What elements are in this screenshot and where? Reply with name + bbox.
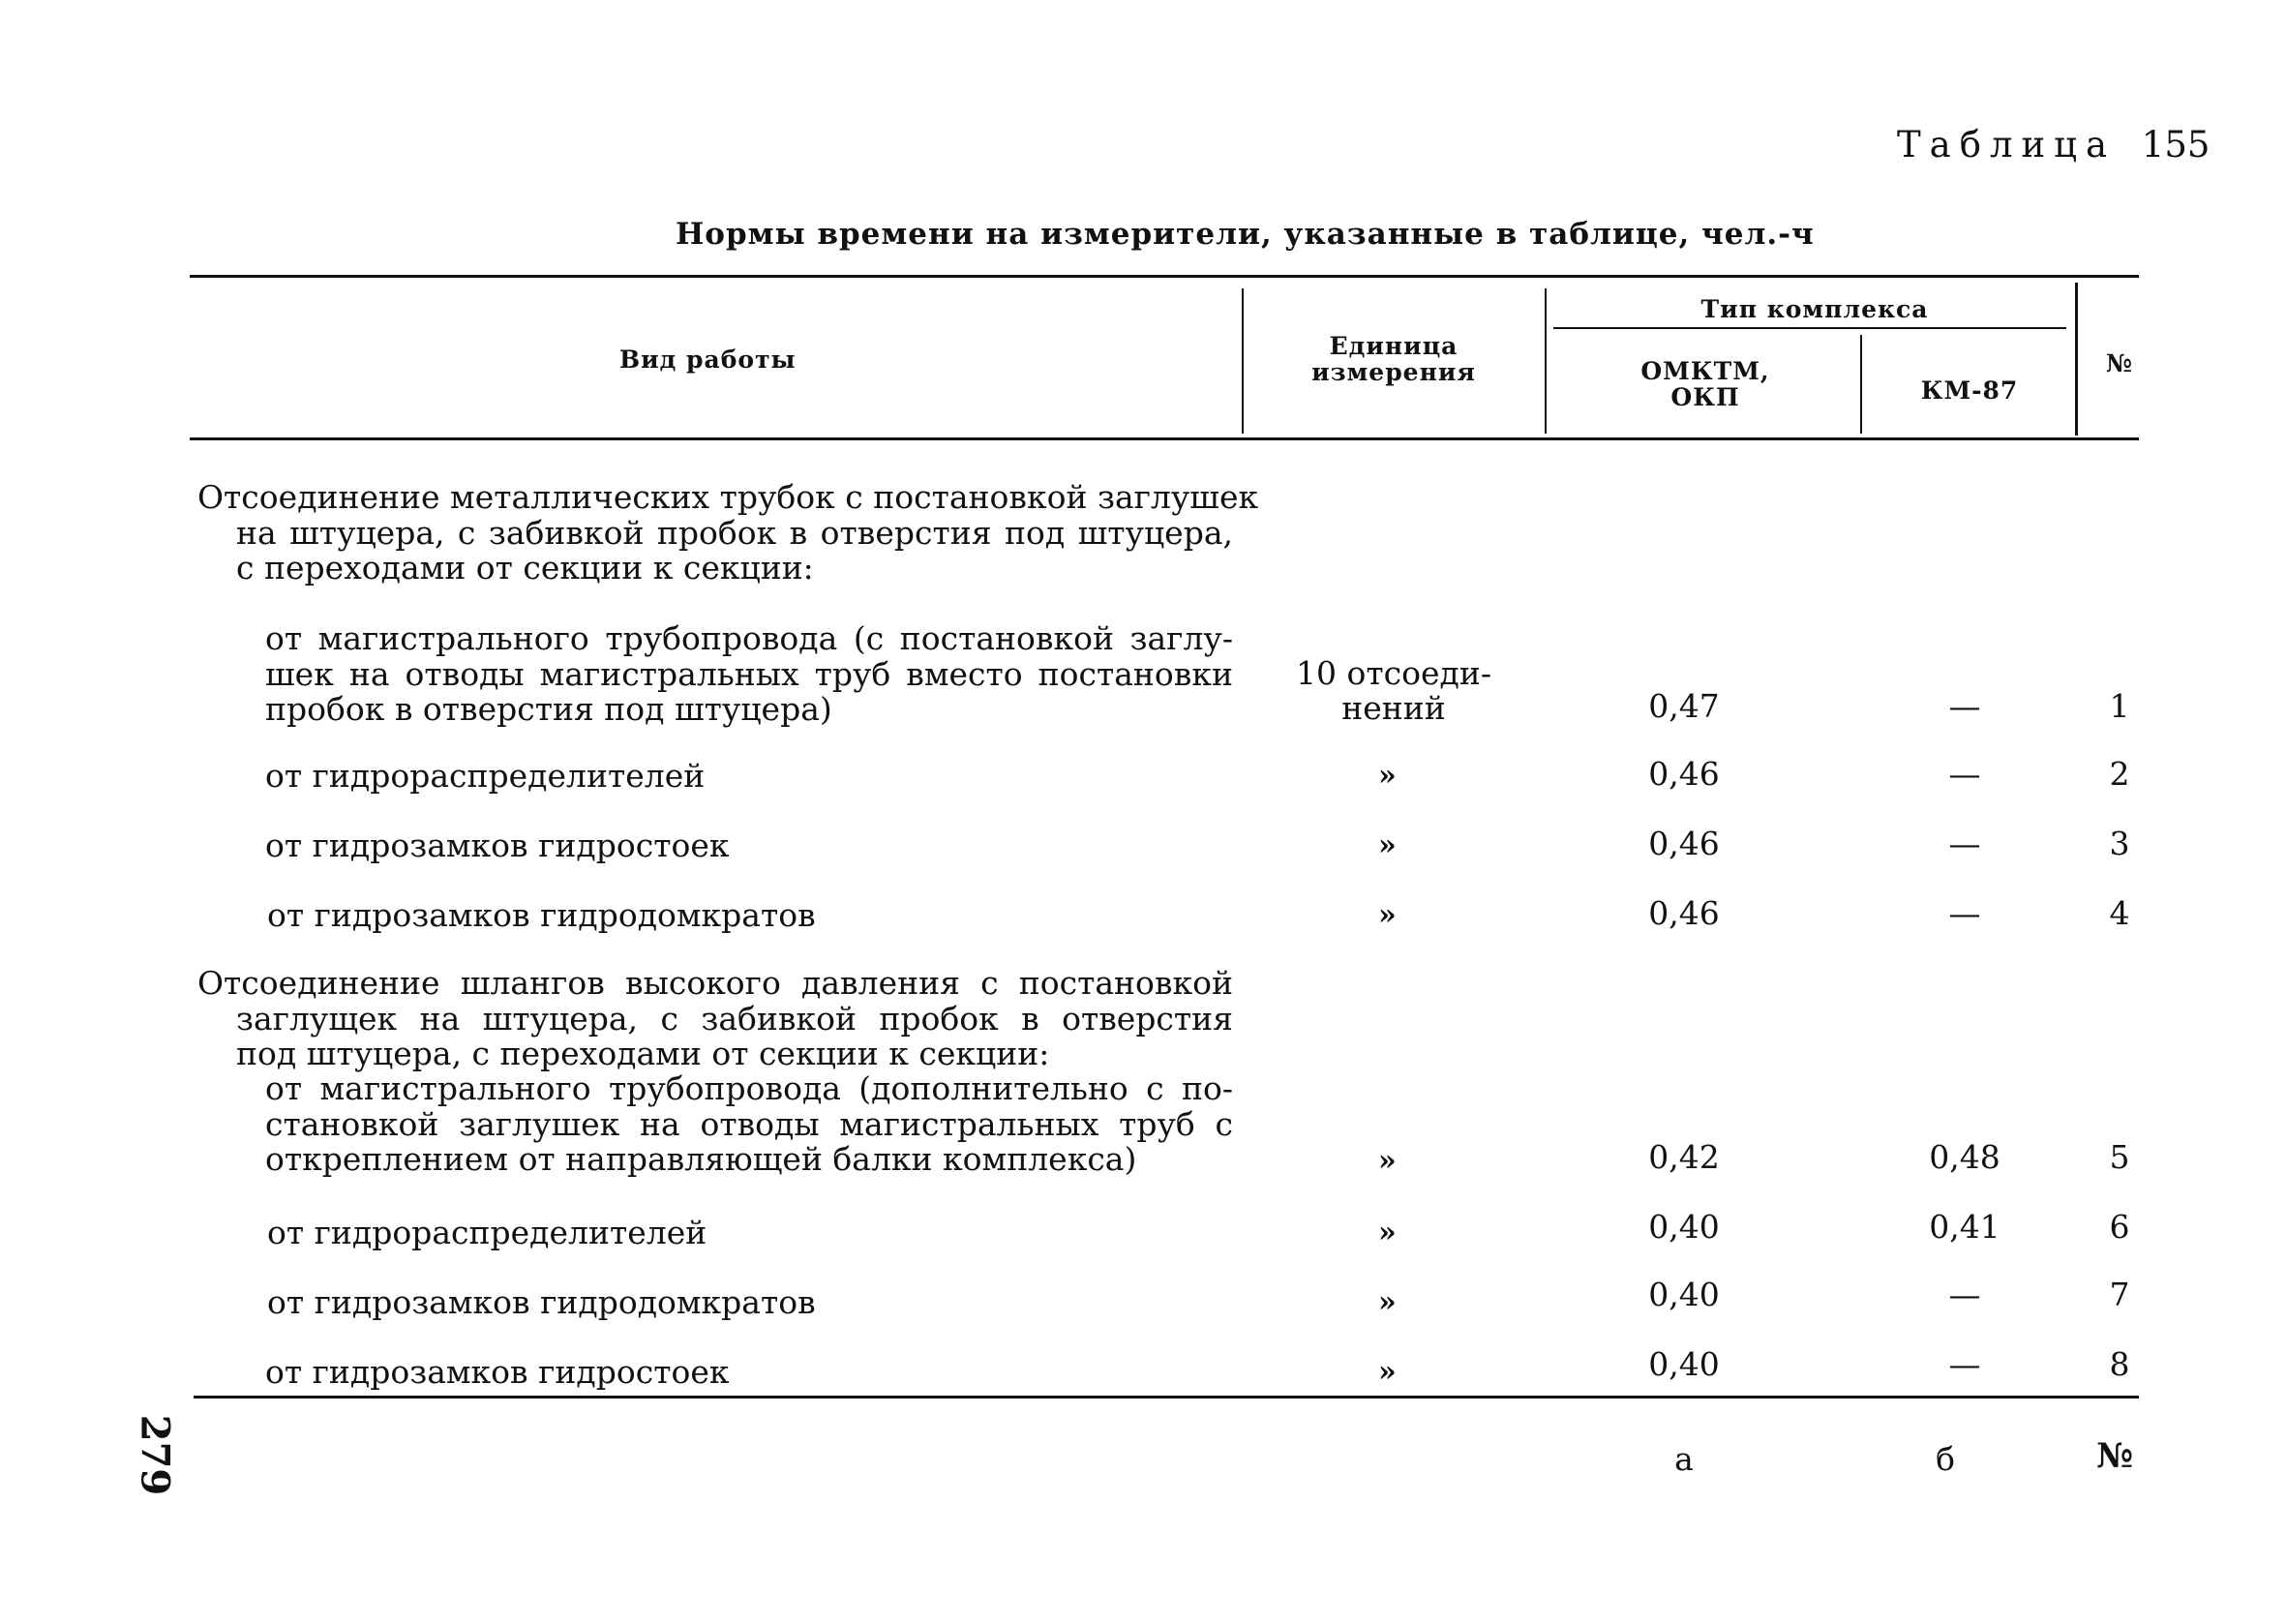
section2-item-1-line-3: откреплением от направляющей балки комплекса) [265,1140,1137,1178]
row5-col-b: 0,48 [1929,1138,2000,1176]
section2-line-2: заглущек на штуцера, с забивкой пробок в отверстия [236,999,1233,1038]
row8-text: от гидрозамков гидростоек [265,1353,730,1391]
table-number: 155 [2141,124,2211,165]
header-divider-2 [1545,288,1547,434]
header-bottom-rule [190,437,2139,440]
table-caption [1897,124,2210,165]
unit-first [1248,656,1539,726]
header-top-rule [190,275,2139,278]
section1-line-1: Отсоединение металлических трубок с постановкой заглушек [197,478,1259,516]
row1-col-a: 0,47 [1648,687,1720,725]
section1-item-1-line-3: пробок в отверстия под штуцера) [265,690,832,728]
row4-col-a: 0,46 [1648,894,1720,932]
unit-first-line1: 10 отсоеди- [1296,654,1491,692]
header-complex-type: Тип комплекса [1700,295,1929,323]
row4-col-b: — [1948,894,1981,932]
row8-ditto: » [1378,1355,1397,1389]
row6-text: от гидрораспределителей [267,1214,707,1251]
header-divider-3 [1860,335,1862,434]
row7-ditto: » [1378,1285,1397,1319]
row4-text: от гидрозамков гидродомкратов [267,896,816,934]
row3-col-a: 0,46 [1648,825,1720,862]
row8-num: 8 [2109,1345,2130,1383]
header-col-a [1553,358,1857,410]
page-number: 279 [132,1414,178,1496]
section1-item-1-line-1: от магистрального трубопровода (с постановкой заглу- [265,619,1233,657]
row4-num: 4 [2109,894,2130,932]
row8-col-b: — [1948,1345,1981,1383]
row2-num: 2 [2109,755,2130,793]
header-unit-line1: Единица [1329,332,1459,360]
unit-first-line2: нений [1341,689,1446,727]
section1-paragraph [197,478,1259,586]
row1-num: 1 [2109,687,2130,725]
row3-num: 3 [2109,825,2130,862]
row2-text: от гидрораспределителей [265,757,706,795]
header-col-a-line2: ОКП [1670,383,1740,411]
header-work-type: Вид работы [619,346,797,374]
row5-col-a: 0,42 [1648,1138,1720,1176]
row6-ditto: » [1378,1216,1397,1249]
row3-ditto: » [1378,828,1397,862]
footer-num: № [2095,1436,2134,1476]
complex-type-underline [1553,327,2066,329]
section2-item-1-line-1: от магистрального трубопровода (дополнительно с по- [265,1069,1233,1107]
table-bottom-rule [194,1396,2139,1398]
row3-text: от гидрозамков гидростоек [265,827,730,864]
row7-text: от гидрозамков гидродомкратов [267,1283,816,1321]
section2-item-1-line-2: становкой заглушек на отводы магистральных труб с [265,1104,1233,1143]
section2-paragraph [197,966,1233,1072]
footer-col-b: б [1936,1440,1955,1478]
table-title: Нормы времени на измерители, указанные в таблице, чел.-ч [676,217,1815,252]
header-col-b: КМ-87 [1920,376,2019,405]
row3-col-b: — [1948,825,1981,862]
row8-col-a: 0,40 [1648,1345,1720,1383]
footer-col-a: а [1674,1440,1694,1478]
row5-num: 5 [2109,1138,2130,1176]
header-unit-line2: измерения [1311,358,1476,386]
row6-col-b: 0,41 [1929,1208,2000,1246]
row7-col-a: 0,40 [1648,1276,1720,1313]
row2-col-a: 0,46 [1648,755,1720,793]
row4-ditto: » [1378,898,1397,932]
row7-col-b: — [1948,1276,1981,1313]
row1-col-b: — [1948,687,1981,725]
header-unit [1250,333,1537,385]
row2-col-b: — [1948,755,1981,793]
section2-line-3: под штуцера, с переходами от секции к секции: [236,1035,1050,1072]
row7-num: 7 [2109,1276,2130,1313]
row6-num: 6 [2109,1208,2130,1246]
section1-item-1 [197,621,1233,728]
row2-ditto: » [1378,759,1397,793]
row6-col-a: 0,40 [1648,1208,1720,1246]
section2-line-1: Отсоединение шлангов высокого давления с постановкой [197,964,1233,1002]
header-col-a-line1: ОМКТМ, [1640,357,1770,385]
section1-line-2: на штуцера, с забивкой пробок в отверстия под штуцера, [236,513,1233,552]
header-divider-1 [1242,288,1244,434]
section1-item-1-line-2: шек на отводы магистральных труб вместо постановки [265,654,1233,693]
header-num: № [2105,349,2134,377]
section2-item-1 [197,1071,1233,1178]
section1-line-3: с переходами от секции к секции: [236,549,814,586]
row5-ditto: » [1378,1144,1397,1178]
table-label: Таблица [1897,124,2117,165]
